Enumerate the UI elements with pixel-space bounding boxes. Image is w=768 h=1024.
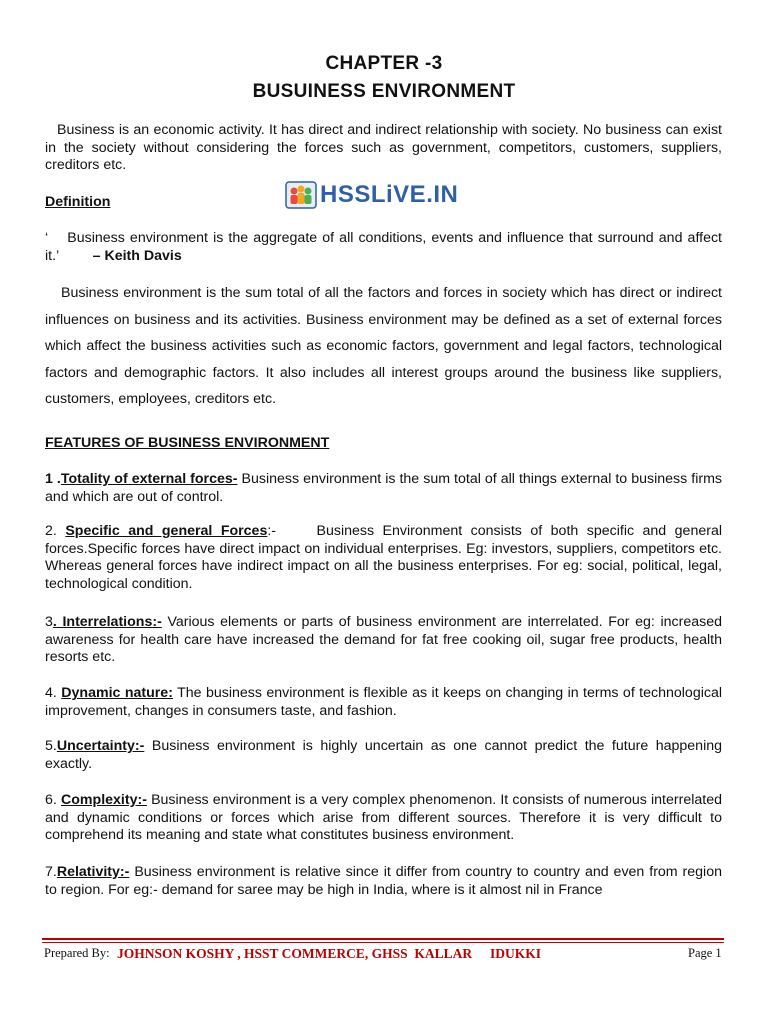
quote-mark: ‘ bbox=[45, 230, 49, 246]
feature-item bbox=[45, 864, 722, 899]
feature-label: Complexity:- bbox=[61, 792, 147, 808]
footer-page-number: Page 1 bbox=[688, 946, 722, 960]
feature-suffix: :- bbox=[267, 523, 277, 539]
explanation-text: Business environment is the sum total of all the factors and forces in society which has direct or indirect influences on business and its activities. Business environment may be defined as a set of external forces which affect the business activities such as economic factors, government and legal factors, technological factors and demographic factors. It also includes all interest groups around the business like suppliers, customers, employees, creditors etc. bbox=[45, 285, 722, 407]
features-heading: FEATURES OF BUSINESS ENVIRONMENT bbox=[45, 435, 330, 451]
feature-item bbox=[45, 792, 722, 845]
feature-label: Totality of external forces- bbox=[60, 471, 238, 487]
footer-author: JOHNSON KOSHY , HSST COMMERCE, GHSS KALLAR bbox=[117, 946, 473, 961]
hsslive-logo bbox=[284, 178, 459, 214]
feature-number: 7. bbox=[45, 864, 57, 880]
feature-number: 3 bbox=[45, 614, 53, 630]
feature-item bbox=[45, 471, 722, 506]
feature-label: Uncertainty:- bbox=[56, 738, 145, 754]
quote-author: – Keith Davis bbox=[92, 247, 182, 264]
definition-heading: Definition bbox=[45, 194, 111, 210]
chapter-number: CHAPTER -3 bbox=[325, 53, 443, 74]
feature-text: Business environment is highly uncertain as one cannot predict the future happening exactly. bbox=[45, 738, 722, 772]
logo-text: HSSLiVE.IN bbox=[320, 181, 459, 208]
intro-text: Business is an economic activity. It has direct and indirect relationship with society. No business can exist in the society without considering the forces such as government, competitors, customers, suppliers, creditors etc. bbox=[45, 122, 722, 174]
quote-text: Business environment is the aggregate of all conditions, events and influence that surround and affect it.’ bbox=[45, 230, 722, 264]
definition-quote bbox=[45, 230, 722, 265]
footer-district: IDUKKI bbox=[490, 946, 542, 961]
feature-item bbox=[45, 614, 722, 667]
feature-label: . Interrelations:- bbox=[52, 614, 162, 630]
feature-label: Specific and general Forces bbox=[65, 523, 268, 539]
feature-number: 5. bbox=[45, 738, 57, 754]
feature-item bbox=[45, 523, 722, 593]
feature-number: 6. bbox=[45, 792, 61, 808]
chapter-title: BUSUINESS ENVIRONMENT bbox=[252, 81, 516, 102]
feature-label: Dynamic nature: bbox=[61, 685, 173, 701]
feature-number: 1 . bbox=[45, 471, 61, 487]
footer-prepared-by: Prepared By: bbox=[44, 946, 110, 960]
feature-number: 2. bbox=[45, 523, 66, 539]
feature-label: Relativity:- bbox=[56, 864, 130, 880]
feature-text: Business environment is relative since it differ from country to country and even from region to region. For eg:- demand for saree may be high in India, where is it almost nil in France bbox=[45, 864, 722, 898]
feature-text: Business environment is the sum total of all things external to business firms and which are out of control. bbox=[45, 471, 722, 505]
feature-text: Business environment is a very complex phenomenon. It consists of numerous interrelated and dynamic conditions or forces which arise from different sources. Therefore it is very difficult to comprehend its meaning and state what constitutes business environment. bbox=[45, 792, 722, 844]
feature-item bbox=[45, 685, 722, 720]
feature-text: The business environment is flexible as it keeps on changing in terms of technological improvement, changes in consumers taste, and fashion. bbox=[45, 685, 722, 719]
people-group-icon bbox=[284, 178, 318, 212]
feature-number: 4. bbox=[45, 685, 62, 701]
feature-text: Business Environment consists of both specific and general forces.Specific forces have direct impact on individual enterprises. Eg: investors, suppliers, competitors etc. Whereas general forces have indirect impact on all the business enterprises. For eg: social, political, legal, technological condition. bbox=[45, 523, 722, 592]
intro-paragraph bbox=[45, 122, 722, 175]
footer-divider-thin bbox=[42, 942, 724, 943]
footer-divider bbox=[42, 938, 724, 940]
explanation-paragraph bbox=[45, 280, 722, 413]
feature-item bbox=[45, 738, 722, 773]
feature-text: Various elements or parts of business environment are interrelated. For eg: increased awareness for health care have increased the demand for fat free cooking oil, sugar free products, health resorts etc. bbox=[45, 614, 722, 666]
